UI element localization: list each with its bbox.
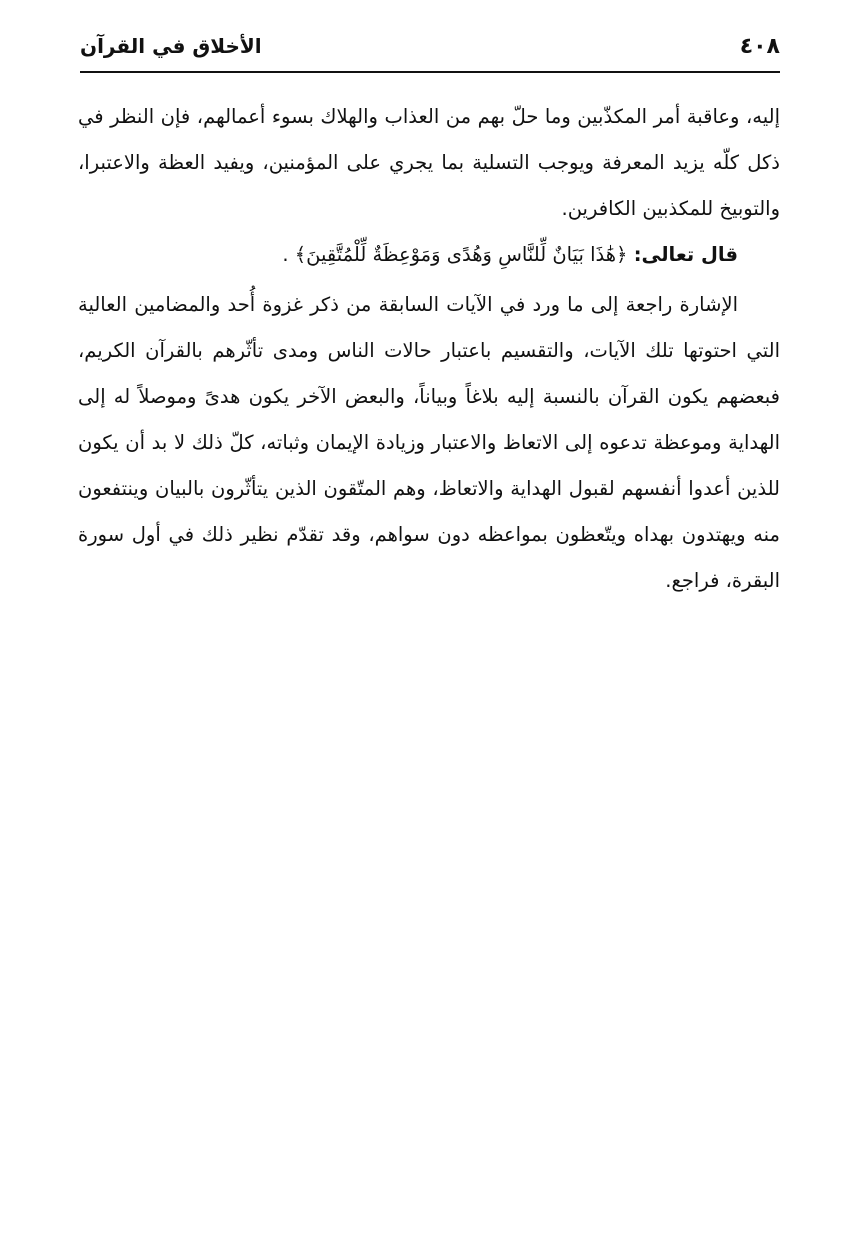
paragraph-continuation: إليه، وعاقبة أمر المكذّبين وما حلّ بهم من العذاب والهلاك بسوء أعمالهم، فإن النظر في ذكل كلّه يزيد المعرفة ويوجب التسلية بما يجري على المؤمنين، ويفيد العظة والاعتبرا، والتوبيخ للمكذبين الكافرين. bbox=[78, 105, 780, 220]
quran-verse: ﴿هَٰذَا بَيَانٌ لِّلنَّاسِ وَهُدًى وَمَوْعِظَةٌ لِّلْمُتَّقِينَ﴾ . bbox=[282, 243, 628, 266]
running-title: الأخلاق في القرآن bbox=[80, 34, 262, 58]
header-divider bbox=[80, 71, 780, 73]
quran-verse-line bbox=[78, 232, 780, 278]
page-number: ٤٠٨ bbox=[739, 34, 780, 59]
paragraph-commentary: الإشارة راجعة إلى ما ورد في الآيات السابقة من ذكر غزوة أُحد والمضامين العالية التي احتوتها تلك الآيات، والتقسيم باعتبار حالات الناس ومدى تأثّرهم بالقرآن الكريم، فبعضهم يكون القرآن بالنسبة إليه بلاغاً وبياناً، والبعض الآخر يكون هدىً وموصلاً له إلى الهداية وموعظة تدعوه إلى الاتعاظ والاعتبار وزيادة الإيمان وثباته، كلّ ذلك لا بد أن يكون للذين أعدوا أنفسهم لقبول الهداية والاتعاظ، وهم المتّقون الذين يتأثّرون بالبيان وينتفعون منه ويهتدون بهداه ويتّعظون بمواعظه دون سواهم، وقد تقدّم نظير ذلك في أول سورة البقرة، فراجع. bbox=[78, 293, 780, 592]
page-header bbox=[80, 30, 780, 70]
verse-intro: قال تعالى: bbox=[633, 243, 738, 266]
page-body bbox=[78, 94, 780, 604]
